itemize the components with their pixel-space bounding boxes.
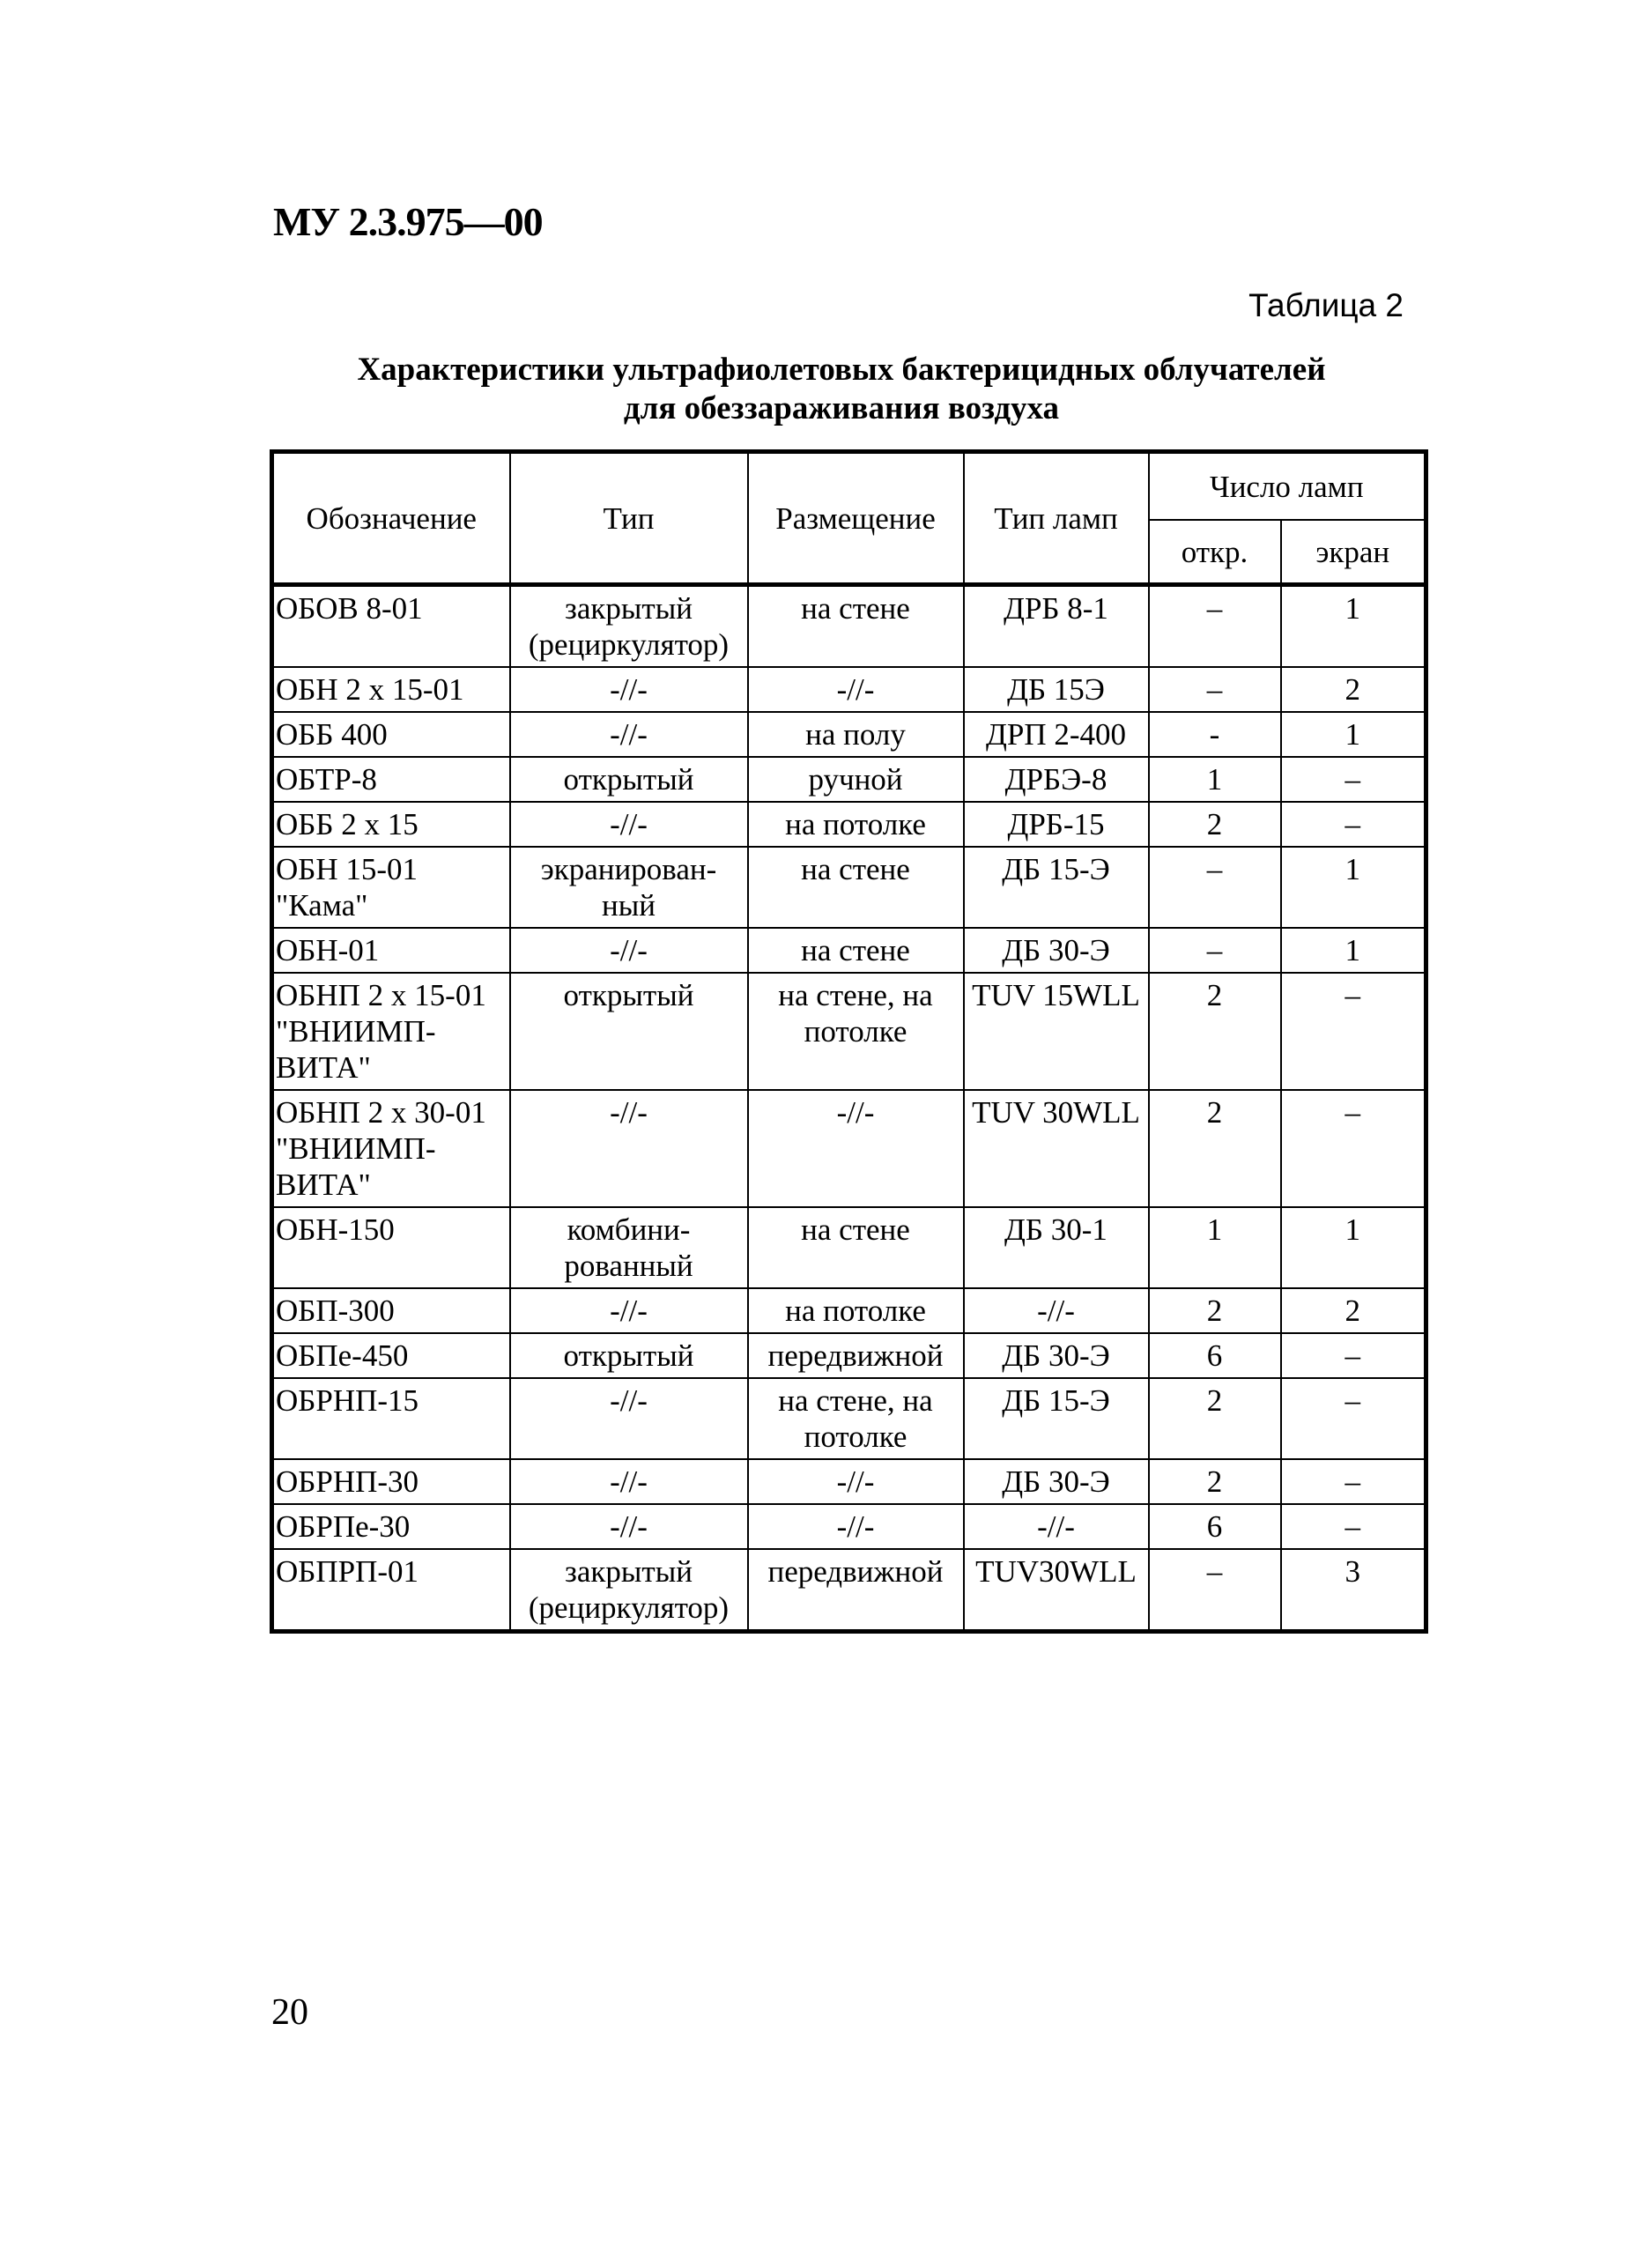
cell-lamp-type: -//- (964, 1288, 1149, 1333)
cell-type: -//- (510, 712, 748, 757)
irradiators-table (270, 449, 1428, 1634)
table-row (272, 712, 1426, 757)
cell-lamp-type: ДБ 30-Э (964, 928, 1149, 973)
cell-placement: на потолке (748, 802, 964, 847)
cell-lamps-screen: 2 (1281, 667, 1426, 712)
cell-lamps-open: 1 (1149, 757, 1281, 802)
cell-type: закрытый (рециркулятор) (510, 1549, 748, 1632)
cell-designation: ОБПРП-01 (272, 1549, 510, 1632)
cell-lamps-open: 2 (1149, 1459, 1281, 1504)
cell-lamps-open: 6 (1149, 1333, 1281, 1378)
cell-placement: на стене (748, 1207, 964, 1288)
cell-designation: ОБРНП-15 (272, 1378, 510, 1459)
cell-lamps-open: – (1149, 1549, 1281, 1632)
cell-lamp-type: ДБ 15-Э (964, 847, 1149, 928)
cell-lamps-open: 2 (1149, 1378, 1281, 1459)
cell-lamp-type: ДРБ 8-1 (964, 585, 1149, 668)
cell-designation: ОББ 2 х 15 (272, 802, 510, 847)
cell-placement: передвижной (748, 1549, 964, 1632)
table-title-line-1: Характеристики ультрафиолетовых бактерицидных облучателей (357, 352, 1326, 388)
cell-type: экранирован-ный (510, 847, 748, 928)
cell-type: -//- (510, 928, 748, 973)
table-row (272, 1288, 1426, 1333)
cell-lamps-open: 2 (1149, 1090, 1281, 1207)
cell-lamp-type: TUV 15WLL (964, 973, 1149, 1090)
cell-lamps-open: 2 (1149, 802, 1281, 847)
cell-placement: на полу (748, 712, 964, 757)
cell-lamp-type: ДБ 15Э (964, 667, 1149, 712)
cell-lamps-screen: – (1281, 1459, 1426, 1504)
cell-lamps-screen: 1 (1281, 1207, 1426, 1288)
cell-lamps-screen: – (1281, 1090, 1426, 1207)
cell-lamps-open: – (1149, 928, 1281, 973)
cell-lamps-screen: – (1281, 1333, 1426, 1378)
cell-type: -//- (510, 1378, 748, 1459)
table-row (272, 757, 1426, 802)
table-row (272, 1090, 1426, 1207)
cell-type: открытый (510, 1333, 748, 1378)
cell-lamp-type: ДБ 15-Э (964, 1378, 1149, 1459)
cell-designation: ОБНП 2 х 30-01 "ВНИИМП-ВИТА" (272, 1090, 510, 1207)
cell-lamp-type: ДРБЭ-8 (964, 757, 1149, 802)
cell-type: открытый (510, 973, 748, 1090)
table-row (272, 1549, 1426, 1632)
cell-placement: -//- (748, 1504, 964, 1549)
cell-lamp-type: ДБ 30-Э (964, 1333, 1149, 1378)
cell-lamps-screen: 2 (1281, 1288, 1426, 1333)
cell-type: -//- (510, 667, 748, 712)
cell-designation: ОБП-300 (272, 1288, 510, 1333)
header-screen: экран (1281, 520, 1426, 585)
cell-designation: ОБРПе-30 (272, 1504, 510, 1549)
cell-lamps-screen: – (1281, 1504, 1426, 1549)
cell-type: открытый (510, 757, 748, 802)
table-row (272, 802, 1426, 847)
cell-lamps-screen: – (1281, 757, 1426, 802)
cell-lamps-screen: – (1281, 973, 1426, 1090)
cell-placement: на стене (748, 585, 964, 668)
table-row (272, 1504, 1426, 1549)
table-body (272, 585, 1426, 1632)
cell-lamps-open: - (1149, 712, 1281, 757)
table-row (272, 1378, 1426, 1459)
table-title-line-2: для обеззараживания воздуха (623, 390, 1060, 426)
cell-designation: ОБНП 2 х 15-01 "ВНИИМП-ВИТА" (272, 973, 510, 1090)
cell-placement: на потолке (748, 1288, 964, 1333)
table-row (272, 1207, 1426, 1288)
cell-placement: на стене, на потолке (748, 973, 964, 1090)
cell-designation: ОБН-150 (272, 1207, 510, 1288)
cell-designation: ОБПе-450 (272, 1333, 510, 1378)
cell-lamp-type: ДРП 2-400 (964, 712, 1149, 757)
cell-type: -//- (510, 1459, 748, 1504)
page-number: 20 (271, 1992, 308, 2033)
table-row (272, 973, 1426, 1090)
cell-lamp-type: TUV 30WLL (964, 1090, 1149, 1207)
cell-lamps-screen: 1 (1281, 585, 1426, 668)
cell-lamps-open: – (1149, 667, 1281, 712)
cell-lamps-open: 2 (1149, 1288, 1281, 1333)
document-code: МУ 2.3.975—00 (273, 199, 543, 244)
table-row (272, 667, 1426, 712)
cell-lamps-screen: – (1281, 802, 1426, 847)
cell-lamps-screen: 1 (1281, 928, 1426, 973)
cell-lamps-open: – (1149, 585, 1281, 668)
cell-lamps-screen: 3 (1281, 1549, 1426, 1632)
cell-lamps-open: – (1149, 847, 1281, 928)
table-row (272, 847, 1426, 928)
cell-lamp-type: TUV30WLL (964, 1549, 1149, 1632)
cell-designation: ОБН-01 (272, 928, 510, 973)
table-row (272, 585, 1426, 668)
cell-type: -//- (510, 1090, 748, 1207)
header-placement: Размещение (748, 452, 964, 585)
header-designation: Обозначение (272, 452, 510, 585)
cell-lamp-type: -//- (964, 1504, 1149, 1549)
cell-lamps-open: 6 (1149, 1504, 1281, 1549)
cell-lamp-type: ДРБ-15 (964, 802, 1149, 847)
cell-placement: передвижной (748, 1333, 964, 1378)
cell-lamp-type: ДБ 30-Э (964, 1459, 1149, 1504)
cell-placement: -//- (748, 667, 964, 712)
cell-designation: ОБН 2 х 15-01 (272, 667, 510, 712)
header-open: откр. (1149, 520, 1281, 585)
cell-lamps-screen: 1 (1281, 712, 1426, 757)
cell-lamps-screen: – (1281, 1378, 1426, 1459)
table-row (272, 928, 1426, 973)
header-type: Тип (510, 452, 748, 585)
cell-designation: ОБРНП-30 (272, 1459, 510, 1504)
table-title (264, 351, 1419, 428)
cell-type: -//- (510, 1504, 748, 1549)
cell-placement: ручной (748, 757, 964, 802)
cell-type: закрытый (рециркулятор) (510, 585, 748, 668)
cell-type: -//- (510, 1288, 748, 1333)
cell-placement: на стене (748, 847, 964, 928)
cell-designation: ОБН 15-01 "Кама" (272, 847, 510, 928)
header-lamp-count: Число ламп (1149, 452, 1426, 521)
cell-designation: ОБТР-8 (272, 757, 510, 802)
cell-designation: ОБОВ 8-01 (272, 585, 510, 668)
cell-type: комбини-рованный (510, 1207, 748, 1288)
cell-placement: -//- (748, 1459, 964, 1504)
header-lamp-type: Тип ламп (964, 452, 1149, 585)
table-number-label: Таблица 2 (1248, 287, 1404, 323)
table-row (272, 1333, 1426, 1378)
cell-lamp-type: ДБ 30-1 (964, 1207, 1149, 1288)
cell-placement: на стене, на потолке (748, 1378, 964, 1459)
cell-placement: на стене (748, 928, 964, 973)
table-header (272, 452, 1426, 585)
cell-type: -//- (510, 802, 748, 847)
cell-designation: ОББ 400 (272, 712, 510, 757)
cell-placement: -//- (748, 1090, 964, 1207)
cell-lamps-screen: 1 (1281, 847, 1426, 928)
cell-lamps-open: 1 (1149, 1207, 1281, 1288)
cell-lamps-open: 2 (1149, 973, 1281, 1090)
table-row (272, 1459, 1426, 1504)
